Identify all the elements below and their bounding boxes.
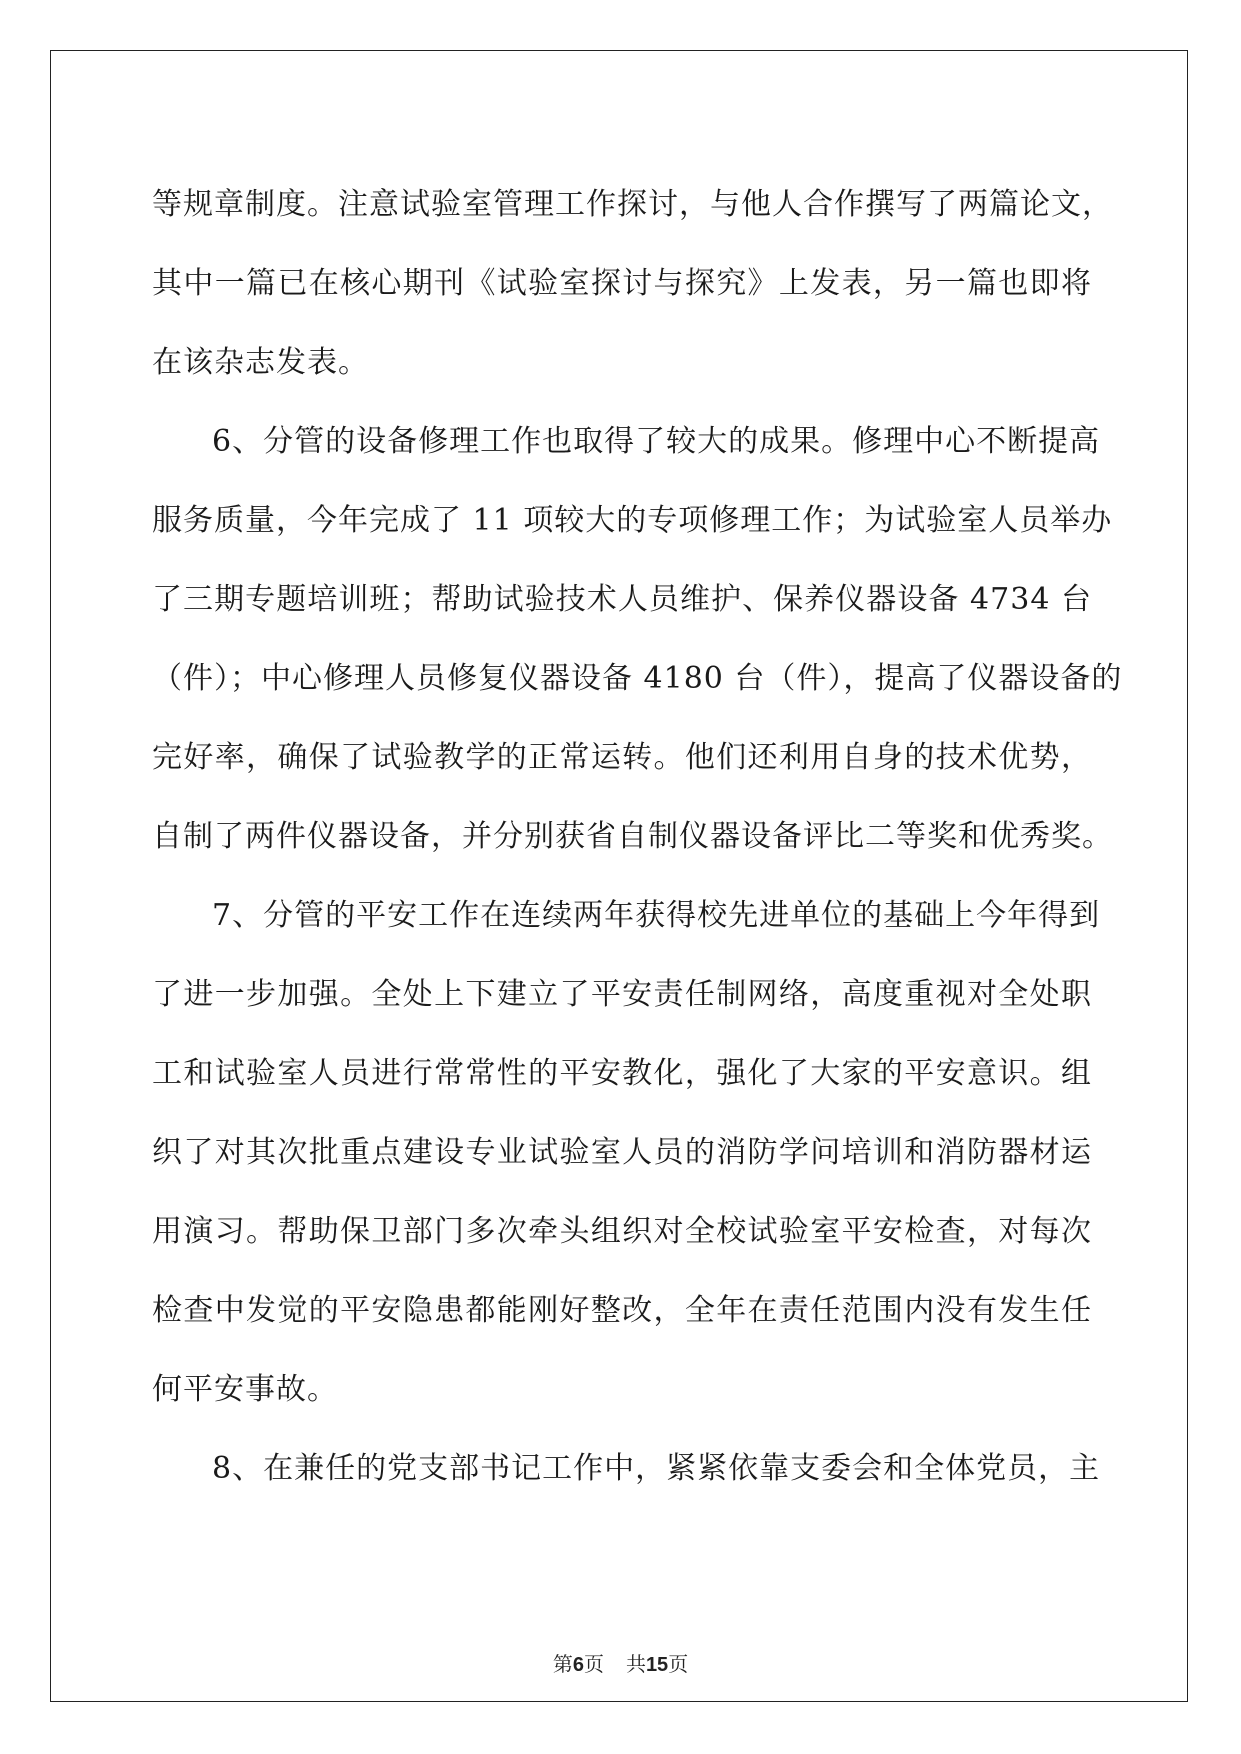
text-line: 何平安事故。 [152, 1372, 338, 1407]
paragraph-start-line: 7、分管的平安工作在连续两年获得校先进单位的基础上今年得到 [212, 898, 1101, 933]
text-line: 了三期专题培训班；帮助试验技术人员维护、保养仪器设备 4734 台 [152, 582, 1092, 617]
text-line: 自制了两件仪器设备，并分别获省自制仪器设备评比二等奖和优秀奖。 [152, 819, 1113, 854]
paragraph-start-line: 6、分管的设备修理工作也取得了较大的成果。修理中心不断提高 [212, 424, 1101, 459]
page-prefix: 第 [552, 1652, 573, 1676]
text-line: 在该杂志发表。 [152, 345, 369, 380]
page-number: 6 [572, 1654, 584, 1676]
text-line: 了进一步加强。全处上下建立了平安责任制网络，高度重视对全处职 [152, 977, 1092, 1012]
text-line: 用演习。帮助保卫部门多次牵头组织对全校试验室平安检查，对每次 [152, 1214, 1092, 1249]
text-line: （件）；中心修理人员修复仪器设备 4180 台（件），提高了仪器设备的 [152, 661, 1123, 696]
total-pages: 15 [645, 1654, 669, 1676]
total-prefix: 共 [625, 1652, 646, 1676]
total-suffix: 页 [668, 1652, 689, 1676]
text-line: 等规章制度。注意试验室管理工作探讨，与他人合作撰写了两篇论文， [152, 187, 1113, 222]
text-line: 工和试验室人员进行常常性的平安教化，强化了大家的平安意识。组 [152, 1056, 1092, 1091]
page-suffix: 页 [583, 1652, 604, 1676]
paragraph-start-line: 8、在兼任的党支部书记工作中，紧紧依靠支委会和全体党员，主 [212, 1451, 1101, 1486]
text-line: 织了对其次批重点建设专业试验室人员的消防学问培训和消防器材运 [152, 1135, 1092, 1170]
page-footer [0, 1648, 1241, 1677]
text-line: 检查中发觉的平安隐患都能刚好整改，全年在责任范围内没有发生任 [152, 1293, 1092, 1328]
text-line: 服务质量，今年完成了 11 项较大的专项修理工作；为试验室人员举办 [152, 503, 1113, 538]
text-line: 完好率，确保了试验教学的正常运转。他们还利用自身的技术优势， [152, 740, 1092, 775]
document-body [152, 165, 1123, 1508]
text-line: 其中一篇已在核心期刊《试验室探讨与探究》上发表，另一篇也即将 [152, 266, 1092, 301]
